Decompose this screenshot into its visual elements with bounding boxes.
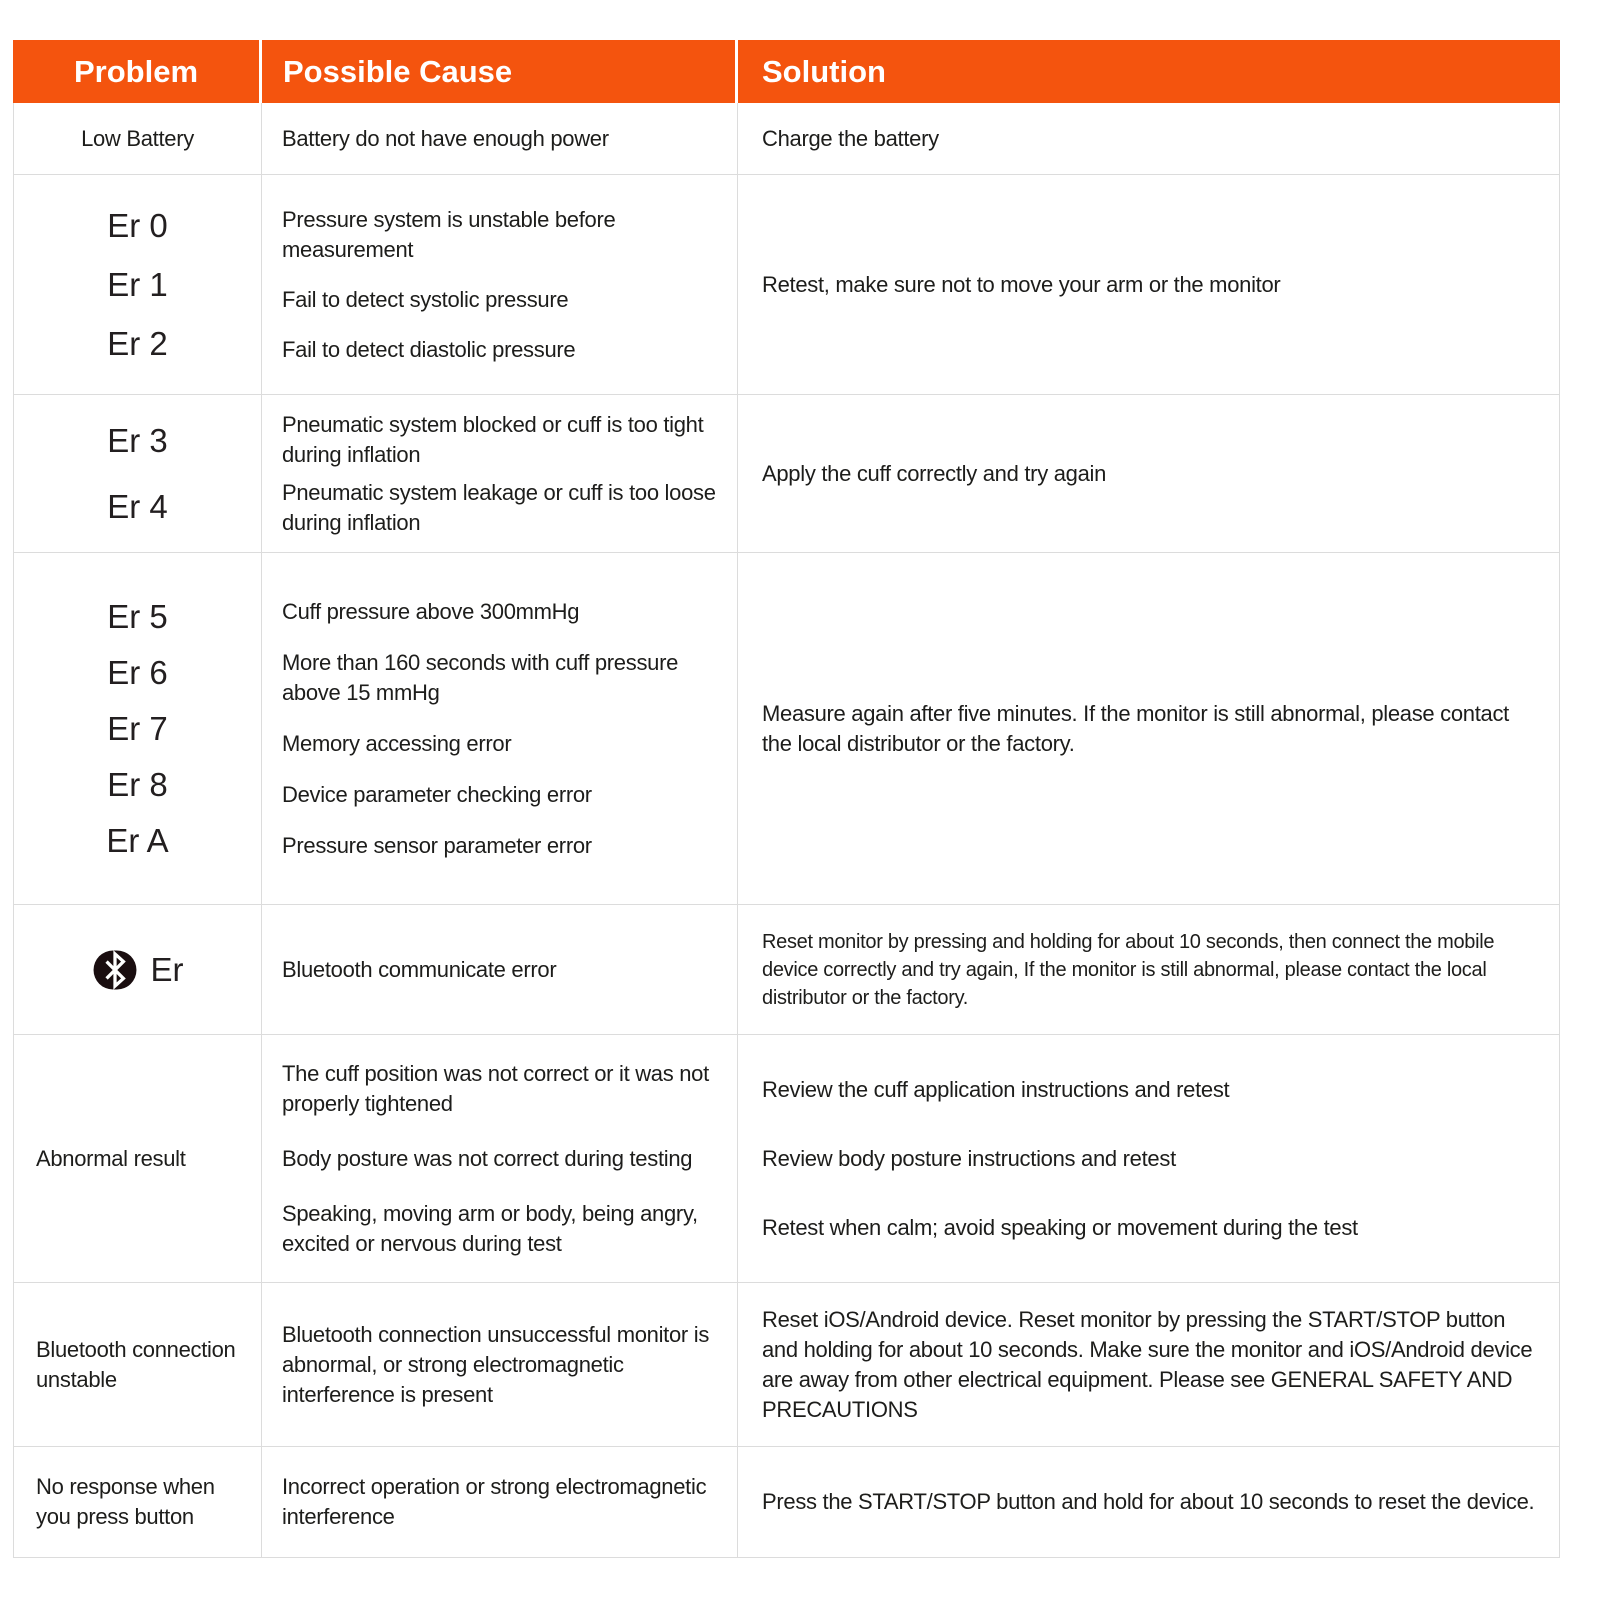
cause-text: Battery do not have enough power xyxy=(282,125,609,151)
solution-text: Measure again after five minutes. If the monitor is still abnormal, please contact the local distributor or the factory. xyxy=(762,700,1509,756)
solution-text: Press the START/STOP button and hold for about 10 seconds to reset the device. xyxy=(762,1489,1535,1514)
cause-text: Body posture was not correct during testing xyxy=(282,1145,693,1171)
cause-text: Bluetooth communicate error xyxy=(282,956,557,982)
error-code-label: Er 4 xyxy=(107,487,168,525)
cause-text: More than 160 seconds with cuff pressure above 15 mmHg xyxy=(282,649,679,705)
solution-text: Retest when calm; avoid speaking or movement during the test xyxy=(762,1214,1358,1240)
cause-text: Fail to detect diastolic pressure xyxy=(282,336,576,362)
solution-text: Apply the cuff correctly and try again xyxy=(762,460,1107,486)
error-code-label: Er 8 xyxy=(107,765,168,803)
error-code-label: Er 5 xyxy=(107,597,168,635)
solution-text: Reset iOS/Android device. Reset monitor by pressing the START/STOP button and holding for about 10 seconds. Make sure the monitor and iOS/Android device are away from other electrical equipment. Please see GENERAL SAFETY AND PRECAUTIONS xyxy=(762,1306,1533,1422)
cause-text: The cuff position was not correct or it was not properly tightened xyxy=(282,1060,709,1116)
error-code-label: Er 6 xyxy=(107,653,168,691)
cause-text: Pneumatic system blocked or cuff is too tight during inflation xyxy=(282,411,704,467)
solution-cell xyxy=(738,1447,1559,1557)
troubleshooting-table xyxy=(13,40,1560,1558)
solution-text: Retest, make sure not to move your arm or the monitor xyxy=(762,271,1281,297)
table-row xyxy=(14,553,1559,905)
problem-label: No response when you press button xyxy=(36,1474,215,1529)
cause-cell xyxy=(262,553,738,904)
table-row xyxy=(14,395,1559,553)
problem-label: Low Battery xyxy=(81,125,194,151)
error-code-label: Er 2 xyxy=(107,324,168,362)
cause-cell xyxy=(262,395,738,552)
bluetooth-icon xyxy=(92,947,138,993)
cause-cell xyxy=(262,175,738,394)
table-body xyxy=(13,103,1560,1558)
solution-cell xyxy=(738,905,1559,1034)
cause-text: Speaking, moving arm or body, being angry, excited or nervous during test xyxy=(282,1200,698,1256)
problem-cell xyxy=(14,553,262,904)
header-cell-solution: Solution xyxy=(738,40,1560,103)
error-code-label: Er 1 xyxy=(107,265,168,303)
solution-text: Review the cuff application instructions and retest xyxy=(762,1076,1230,1102)
problem-cell xyxy=(14,175,262,394)
cause-cell xyxy=(262,1447,738,1557)
solution-cell xyxy=(738,103,1559,174)
solution-cell xyxy=(738,1035,1559,1282)
error-code-label: Er 0 xyxy=(107,206,168,244)
table-row xyxy=(14,1283,1559,1447)
solution-cell xyxy=(738,395,1559,552)
cause-text: Device parameter checking error xyxy=(282,781,592,807)
cause-cell xyxy=(262,905,738,1034)
cause-cell xyxy=(262,103,738,174)
solution-text: Charge the battery xyxy=(762,125,939,151)
solution-text: Reset monitor by pressing and holding for about 10 seconds, then connect the mobile device correctly and try again, If the monitor is still abnormal, please contact the local distributor or the factory. xyxy=(762,930,1495,1009)
solution-cell xyxy=(738,553,1559,904)
problem-cell xyxy=(14,1035,262,1282)
problem-cell xyxy=(14,1283,262,1446)
table-row xyxy=(14,103,1559,175)
header-cell-problem: Problem xyxy=(13,40,262,103)
solution-cell xyxy=(738,1283,1559,1446)
cause-cell xyxy=(262,1035,738,1282)
problem-cell xyxy=(14,905,262,1034)
cause-text: Pressure sensor parameter error xyxy=(282,832,592,858)
problem-label: Bluetooth connection unstable xyxy=(36,1336,236,1392)
problem-cell xyxy=(14,395,262,552)
table-row xyxy=(14,1447,1559,1557)
cause-text: Cuff pressure above 300mmHg xyxy=(282,598,580,624)
problem-cell xyxy=(14,103,262,174)
header-cell-possible-cause: Possible Cause xyxy=(262,40,738,103)
cause-text: Memory accessing error xyxy=(282,730,512,756)
error-code-label: Er 3 xyxy=(107,421,168,459)
cause-text: Incorrect operation or strong electromagnetic interference xyxy=(282,1474,707,1529)
cause-cell xyxy=(262,1283,738,1446)
problem-cell xyxy=(14,1447,262,1557)
table-row xyxy=(14,175,1559,395)
table-header-row xyxy=(13,40,1560,103)
error-code-label: Er A xyxy=(106,821,169,859)
solution-cell xyxy=(738,175,1559,394)
cause-text: Pressure system is unstable before measurement xyxy=(282,206,616,262)
solution-text: Review body posture instructions and retest xyxy=(762,1145,1176,1171)
error-code-label: Er xyxy=(150,950,184,988)
cause-text: Pneumatic system leakage or cuff is too loose during inflation xyxy=(282,479,716,535)
error-code-label: Er 7 xyxy=(107,709,168,747)
table-row xyxy=(14,1035,1559,1283)
cause-text: Bluetooth connection unsuccessful monitor is abnormal, or strong electromagnetic interference is present xyxy=(282,1321,710,1407)
problem-label: Abnormal result xyxy=(36,1145,186,1171)
cause-text: Fail to detect systolic pressure xyxy=(282,286,569,312)
table-row xyxy=(14,905,1559,1035)
